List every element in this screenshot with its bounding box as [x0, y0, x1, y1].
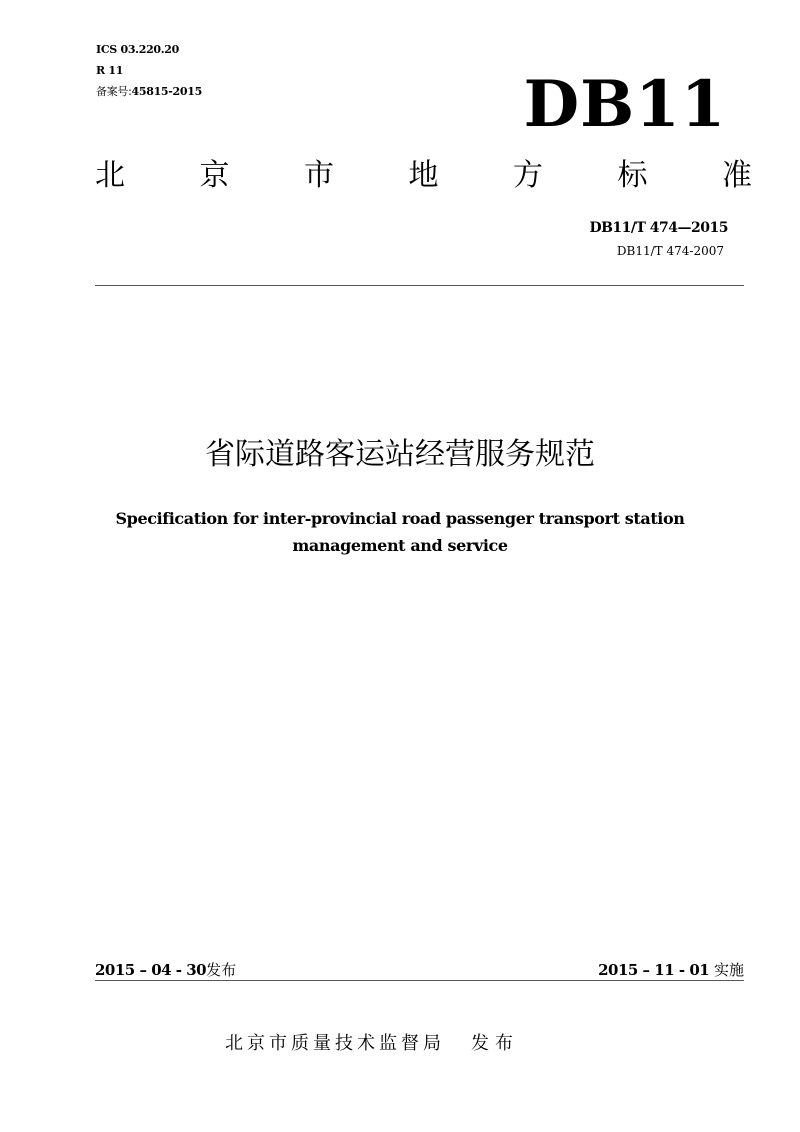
implementation-date-line — [598, 960, 744, 980]
db11-logo: DB11 — [523, 67, 727, 142]
bottom-divider — [95, 980, 744, 981]
standard-type-char: 标 — [617, 158, 648, 193]
ics-code: ICS 03.220.20 — [96, 43, 180, 56]
standard-type-char: 京 — [199, 158, 230, 193]
standard-type-heading — [95, 158, 752, 194]
issue-date-line — [95, 960, 236, 980]
standard-type-char: 准 — [722, 158, 752, 193]
standard-type-char: 市 — [304, 158, 334, 193]
english-title-line-1: Specification for inter-provincial road passenger transport station — [115, 509, 685, 528]
english-title-line-2: management and service — [292, 536, 508, 555]
record-number-label: 备案号: — [96, 85, 132, 98]
replaced-standard-number: DB11/T 474-2007 — [616, 244, 724, 258]
issue-label: 发布 — [206, 961, 237, 979]
implementation-date: 2015 – 11 - 01 — [598, 961, 710, 979]
standard-number: DB11/T 474—2015 — [589, 220, 728, 236]
publisher-name: 北京市质量技术监督局 — [225, 1033, 445, 1054]
publish-action: 发布 — [471, 1033, 519, 1054]
implementation-label: 实施 — [713, 961, 744, 979]
standard-type-char: 地 — [408, 158, 439, 193]
classification-code: R 11 — [96, 64, 124, 77]
issue-date: 2015 – 04 - 30 — [95, 961, 207, 979]
top-divider — [95, 285, 744, 286]
standard-type-char: 北 — [95, 158, 125, 193]
record-number-line — [96, 85, 202, 99]
document-title-chinese: 省际道路客运站经营服务规范 — [205, 437, 595, 472]
publisher-line — [225, 1032, 519, 1056]
record-number-value: 45815-2015 — [131, 85, 202, 98]
standard-type-char: 方 — [513, 158, 543, 193]
document-title-english — [60, 505, 740, 559]
